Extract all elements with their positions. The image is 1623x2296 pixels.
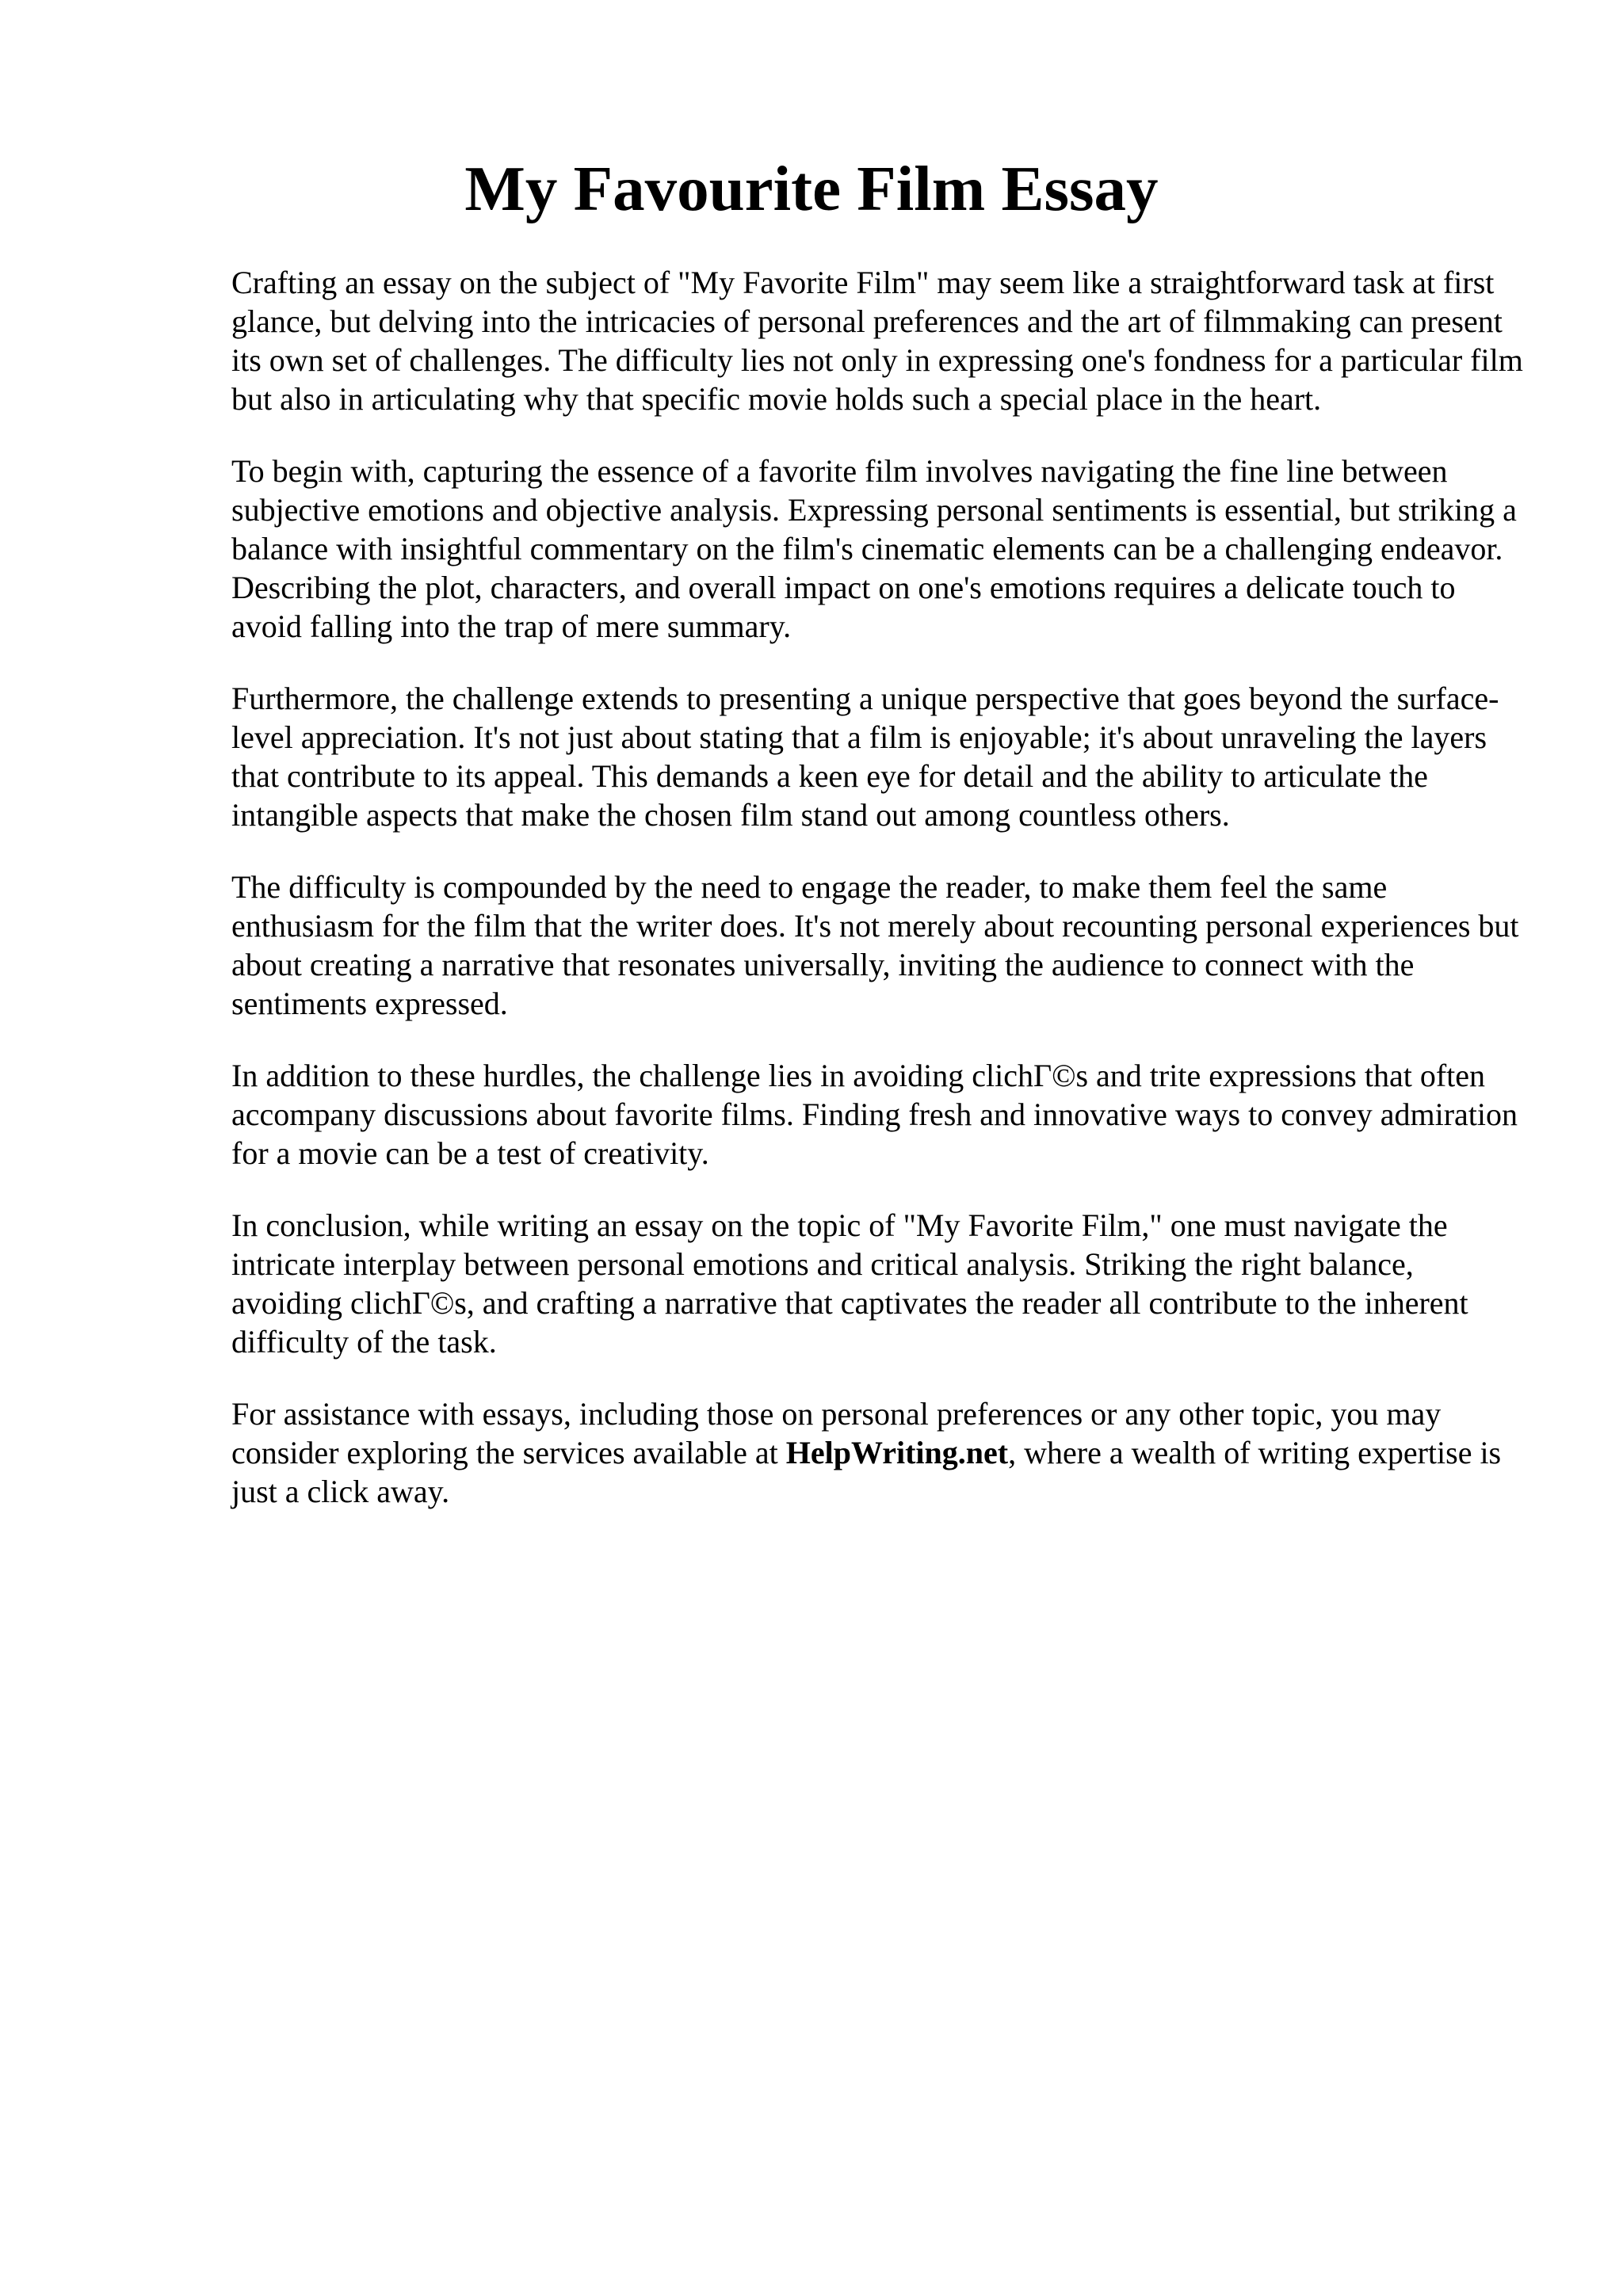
closing-text-before: For assistance with essays, including those on personal preferences or any other topic, you may consider exploring the services available at (231, 1396, 1442, 1470)
document-body (231, 263, 1531, 1544)
paragraph-cliches: In addition to these hurdles, the challenge lies in avoiding clichГ©s and trite expressions that often accompany discussions about favorite films. Finding fresh and innovative ways to convey admiration for a movie can be a test of creativity. (231, 1058, 1518, 1171)
helpwriting-brand: HelpWriting.net (785, 1435, 1009, 1470)
closing-text-after: , where a wealth of writing expertise is just a click away. (231, 1435, 1502, 1509)
paragraph-intro: Crafting an essay on the subject of "My Favorite Film" may seem like a straightforward task at first glance, but delving into the intricacies of personal preferences and the art of filmmaking can present its own set of challenges. The difficulty lies not only in expressing one's fondness for a particular film but also in articulating why that specific movie holds such a special place in the heart. (231, 265, 1523, 417)
paragraph-conclusion: In conclusion, while writing an essay on the topic of "My Favorite Film," one must navigate the intricate interplay between personal emotions and critical analysis. Striking the right balance, avoiding clichГ©s, and crafting a narrative that captivates the reader all contribute to the inherent difficulty of the task. (231, 1207, 1468, 1360)
paragraph-essence: To begin with, capturing the essence of a favorite film involves navigating the fine line between subjective emotions and objective analysis. Expressing personal sentiments is essential, but striking a balance with insightful commentary on the film's cinematic elements can be a challenging endeavor. Describing the plot, characters, and overall impact on one's emotions requires a delicate touch to avoid falling into the trap of mere summary. (231, 453, 1517, 644)
paragraph-engagement: The difficulty is compounded by the need to engage the reader, to make them feel the same enthusiasm for the film that the writer does. It's not merely about recounting personal experiences but about creating a narrative that resonates universally, inviting the audience to connect with the sentiments expressed. (231, 869, 1519, 1021)
document-title: My Favourite Film Essay (464, 153, 1159, 224)
paragraph-perspective: Furthermore, the challenge extends to presenting a unique perspective that goes beyond the surface-level appreciation. It's not just about stating that a film is enjoyable; it's about unraveling the layers that contribute to its appeal. This demands a keen eye for detail and the ability to articulate the intangible aspects that make the chosen film stand out among countless others. (231, 681, 1499, 833)
paragraph-closing (231, 1394, 1531, 1511)
